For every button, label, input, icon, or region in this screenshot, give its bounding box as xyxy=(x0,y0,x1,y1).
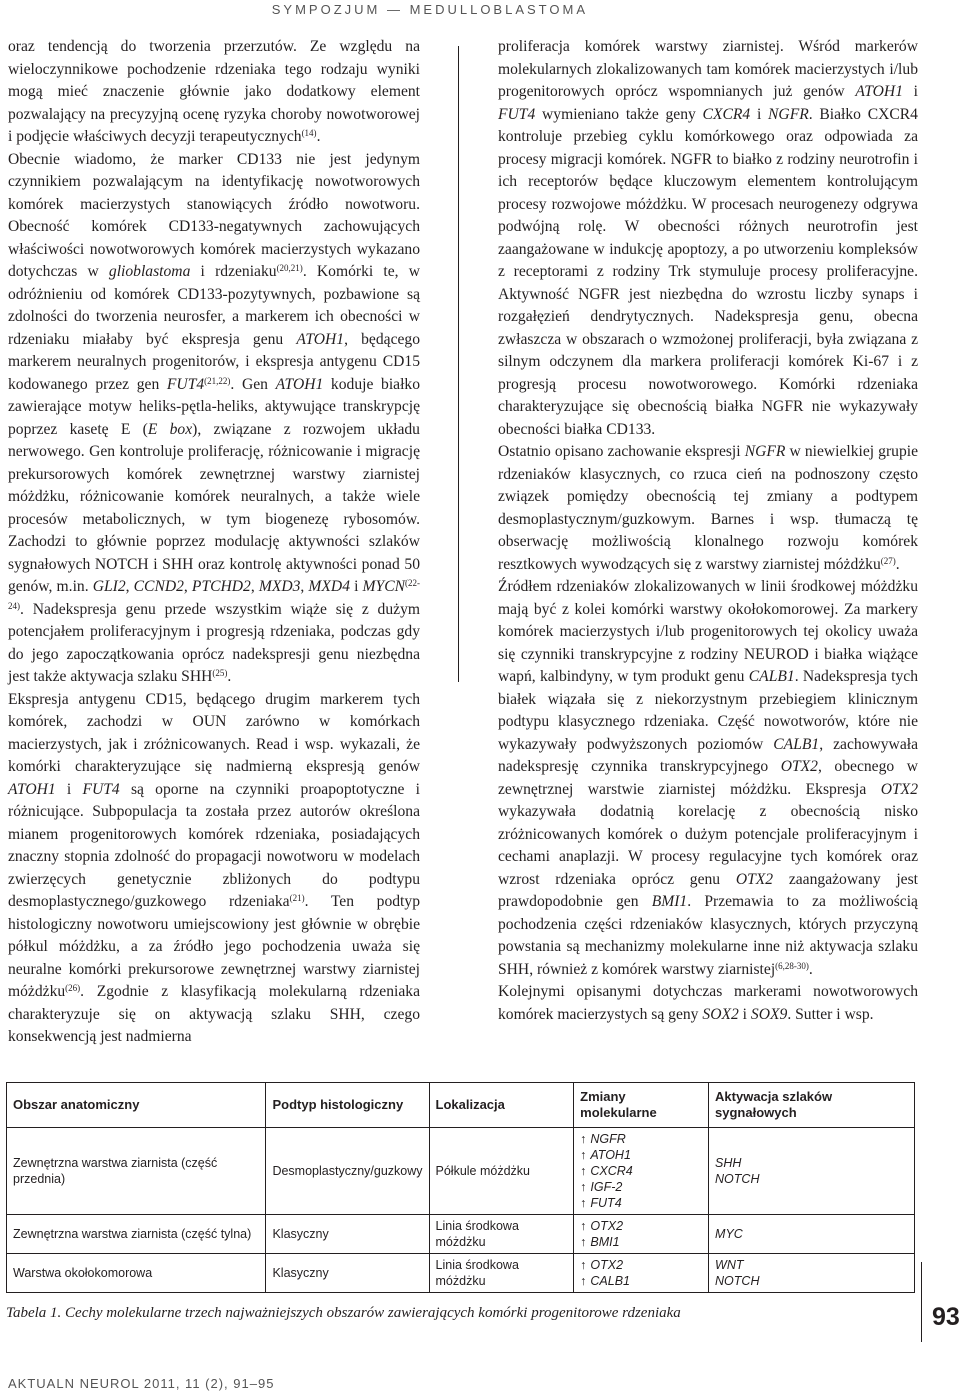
up-arrow-icon: ↑ xyxy=(580,1196,587,1210)
marker-item: ↑ CALB1 xyxy=(580,1274,630,1288)
page-number-rule xyxy=(921,1262,922,1342)
table-row xyxy=(7,1254,915,1293)
up-arrow-icon: ↑ xyxy=(580,1132,587,1146)
up-arrow-icon: ↑ xyxy=(580,1235,587,1249)
cell-location: Półkule móżdżku xyxy=(429,1128,574,1215)
cell-anatomical-area: Zewnętrzna warstwa ziarnista (część tylna) xyxy=(7,1215,266,1254)
right-column-paragraph: Źródłem rdzeniaków zlokalizowanych w linii środkowej móżdżku mają być z kolei komórki warstwy okołokomorowej. Za markery komórek macierzystych i/lub progenitorowych tej okolicy uważa się czynniki transkrypcyjne z rodziny NEUROD i białka wiążące wapń, kalbindyny, w tym produkt genu CALB1. Nadekspresja tych białek wiązała się z niekorzystnym przebiegiem klinicznym podtypu klasycznego rdzeniaka. Część nowotworów, które nie wykazywały podwyższonych poziomów CALB1, zachowywała nadekspresję czynnika transkrypcyjnego OTX2, obecnego w zewnętrznej warstwie ziarnistej móżdżku. Ekspresja OTX2 wykazywała dodatnią korelację z obecnością nisko zróżnicowanych komórek o dużym potencjale proliferacyjnym i cechami anaplazji. W procesy regulacyjne tych komórek oraz wzrost rdzeniaka oprócz genu OTX2 zaangażowany jest prawdopodobnie gen BMI1. Przemawia to za możliwością pochodzenia części rdzeniaków klasycznych, których przyczyną powstania są mechanizmy molekularne inne niż aktywacja szlaku SHH, również z komórek warstwy ziarnistej$^{(6,28-30)}$. xyxy=(498,578,918,978)
footer-citation: AKTUALN NEUROL 2011, 11 (2), 91–95 xyxy=(8,1376,275,1391)
right-column xyxy=(498,36,918,1026)
left-column-paragraph: Obecnie wiadomo, że marker CD133 nie jest jedynym czynnikiem pozwalającym na identyfikację nowotworowych komórek macierzystych stanowiących źródło nowotworu. Obecność komórek CD133-negatywnych zachowujących właściwości nowotworowych komórek macierzystych wykazano dotychczas w glioblastoma i rdzeniaku$^{(20,21)}$. Komórki te, w odróżnieniu od komórek CD133-pozytywnych, pozbawione są zdolności do tworzenia neurosfer, a markerem ich obecności w rdzeniaku miałaby być ekspresja genu ATOH1, będącego markerem neuralnych progenitorów, i ekspresja antygenu CD15 kodowanego przez gen FUT4$^{(21,22)}$. Gen ATOH1 koduje białko zawierające motyw heliks-pętla-heliks, aktywujące transkrypcję poprzez kasetę E (E box), związane z rozwojem układu nerwowego. Gen kontroluje proliferację, różnicowanie i migrację prekursorowych komórek zewnętrznej warstwy ziarnistej móżdżku, różnicowanie komórek neuralnych, a także wiele procesów metabolicznych, w tym biogenezę rybosomów. Zachodzi to głównie poprzez modulację aktywności szlaków sygnałowych NOTCH i SHH oraz kontrolę aktywności ponad 50 genów, m.in. GLI2, CCND2, PTCHD2, MXD3, MXD4 i MYCN$^{(22-24)}$. Nadekspresja genu przede wszystkim wiąże się z dużym potencjałem proliferacyjnym i progresją rdzeniaka, podczas gdy do jego zapoczątkowania oprócz nadekspresji genu niezbędna jest także aktywacja szlaku SHH$^{(25)}$. xyxy=(8,150,421,685)
pathway-item: WNT xyxy=(715,1258,744,1272)
cell-molecular-changes xyxy=(574,1128,709,1215)
table-header-row xyxy=(7,1083,915,1128)
header-molecular-changes: Zmiany molekularne xyxy=(574,1083,709,1128)
right-column-paragraph: proliferacja komórek warstwy ziarnistej. Wśród markerów molekularnych zlokalizowanych tam komórek macierzystych i/lub progenitorowych oprócz wspomnianych już genów ATOH1 i FUT4 wymieniano także geny CXCR4 i NGFR. Białko CXCR4 kontroluje przebieg cyklu komórkowego oraz odpowiada za procesy migracji komórek. NGFR to białko z rodziny neurotrofin i ich receptorów będące kluczowym elementem kontrolującym procesy rozwojowe móżdżku. W procesach neurogenezy odgrywa podwójną rolę. W obecności różnych neurotrofin jest zaangażowane w indukcję apoptozy, a po utworzeniu kompleksów z receptorami z rodziny Trk stymuluje procesy proliferacyjne. Aktywność NGFR jest niezbędna do wzrostu liczby synaps i rozgałęzień dendrytycznych. Nadekspresja genu, obecna zwłaszcza w obszarach o wzmożonej proliferacji, była związana z silnym odczynem dla markera proliferacji komórek Ki-67 i z progresją procesu nowotworowego. Komórki rdzeniaka charakteryzujące się obecnością białka NGFR nie wykazywały obecności białka CD133. xyxy=(498,38,918,438)
header-anatomical-area: Obszar anatomiczny xyxy=(7,1083,266,1128)
cell-signaling-pathways xyxy=(709,1254,915,1293)
pathway-item: SHH xyxy=(715,1156,742,1170)
marker-item: ↑ NGFR xyxy=(580,1132,626,1146)
left-column-paragraph: oraz tendencją do tworzenia przerzutów. Ze względu na wieloczynnikowe pochodzenie rdzeniaka tego rodzaju wyniki mogą mieć znaczenie głównie jako dodatkowy element pozwalający na precyzyjną ocenę ryzyka choroby nowotworowej i podjęcie właściwych decyzji terapeutycznych$^{(14)}$. xyxy=(8,38,420,145)
right-column-paragraph: Ostatnio opisano zachowanie ekspresji NGFR w niewielkiej grupie rdzeniaków klasycznych, co rzuca cień na podnoszony często związek pomiędzy obecnością tej zmiany a podtypem desmoplastycznym/guzkowym. Barnes i wsp. tłumaczą tę obserwację możliwością klonalnego rozwoju komórek resztkowych wywodzących się z warstwy ziarnistej móżdżku$^{(27)}$. xyxy=(498,443,919,573)
up-arrow-icon: ↑ xyxy=(580,1258,587,1272)
running-title: SYMPOZJUM — MEDULLOBLASTOMA xyxy=(271,2,588,17)
up-arrow-icon: ↑ xyxy=(580,1164,587,1178)
header-location: Lokalizacja xyxy=(429,1083,574,1128)
cell-location: Linia środkowa móżdżku xyxy=(429,1254,574,1293)
molecular-features-table xyxy=(6,1082,915,1293)
up-arrow-icon: ↑ xyxy=(580,1148,587,1162)
cell-histological-subtype: Desmoplastyczny/guzkowy xyxy=(266,1128,429,1215)
up-arrow-icon: ↑ xyxy=(580,1274,587,1288)
pathway-item: MYC xyxy=(715,1227,743,1241)
marker-item: ↑ IGF-2 xyxy=(580,1180,623,1194)
marker-item: ↑ CXCR4 xyxy=(580,1164,633,1178)
pathway-item: NOTCH xyxy=(715,1172,760,1186)
cell-signaling-pathways xyxy=(709,1215,915,1254)
marker-item: ↑ OTX2 xyxy=(580,1258,624,1272)
cell-anatomical-area: Zewnętrzna warstwa ziarnista (część przednia) xyxy=(7,1128,266,1215)
marker-item: ↑ ATOH1 xyxy=(580,1148,631,1162)
cell-molecular-changes xyxy=(574,1215,709,1254)
up-arrow-icon: ↑ xyxy=(580,1180,587,1194)
cell-histological-subtype: Klasyczny xyxy=(266,1254,429,1293)
left-column-paragraph: Ekspresja antygenu CD15, będącego drugim markerem tych komórek, zachodzi w OUN zarówno w komórkach macierzystych, jak i zróżnicowanych. Read i wsp. wykazali, że komórki charakteryzujące się nadmierną ekspresją genów ATOH1 i FUT4 są oporne na czynniki proapoptotyczne i różnicujące. Subpopulacja ta została przez autorów określona mianem progenitorowych komórek rdzeniaka, posiadających znaczny stopnia zdolność do propagacji nowotworu w modelach zwierzęcych genetycznie zbliżonych do podtypu desmoplastycznego/guzkowego rdzeniaka$^{(21)}$. Ten podtyp histologiczny nowotworu umiejscowiony jest głównie w obrębie półkul móżdżku, a za źródło jego pochodzenia uważa się neuralne komórki prekursorowe zewnętrznej warstwy ziarnistej móżdżku$^{(26)}$. Zgodnie z klasyfikacją molekularną rdzeniaka charakteryzuje się on aktywacją szlaku SHH, czego konsekwencją jest nadmierna xyxy=(8,690,420,1045)
cell-anatomical-area: Warstwa okołokomorowa xyxy=(7,1254,266,1293)
header-signaling-pathways: Aktywacja szlaków sygnałowych xyxy=(709,1083,915,1128)
header-histological-subtype: Podtyp histologiczny xyxy=(266,1083,429,1128)
cell-molecular-changes xyxy=(574,1254,709,1293)
right-column-paragraph: Kolejnymi opisanymi dotychczas markerami nowotworowych komórek macierzystych są geny SOX2 i SOX9. Sutter i wsp. xyxy=(498,983,918,1023)
table-row xyxy=(7,1128,915,1215)
marker-item: ↑ FUT4 xyxy=(580,1196,622,1210)
pathway-item: NOTCH xyxy=(715,1274,760,1288)
left-column xyxy=(8,36,420,1049)
column-divider xyxy=(458,46,459,682)
marker-item: ↑ BMI1 xyxy=(580,1235,620,1249)
running-header xyxy=(0,0,960,32)
page-number: 93 xyxy=(932,1303,960,1331)
marker-item: ↑ OTX2 xyxy=(580,1219,624,1233)
table-caption: Tabela 1. Cechy molekularne trzech najważniejszych obszarów zawierających komórki progenitorowe rdzeniaka xyxy=(6,1305,681,1321)
cell-histological-subtype: Klasyczny xyxy=(266,1215,429,1254)
cell-location: Linia środkowa móżdżku xyxy=(429,1215,574,1254)
up-arrow-icon: ↑ xyxy=(580,1219,587,1233)
table-row xyxy=(7,1215,915,1254)
cell-signaling-pathways xyxy=(709,1128,915,1215)
